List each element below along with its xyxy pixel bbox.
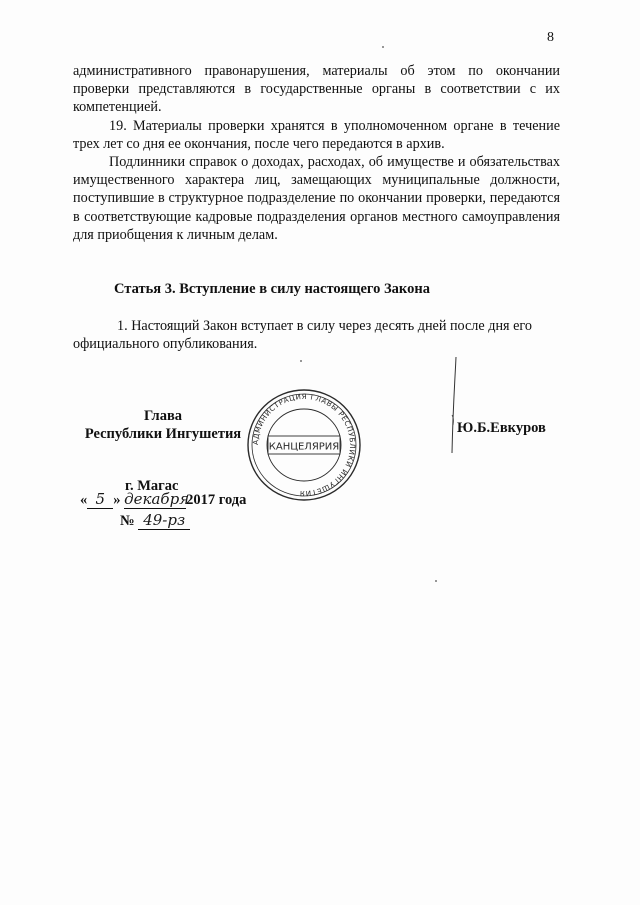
scan-speck bbox=[300, 360, 302, 362]
signing-date bbox=[80, 490, 246, 509]
scan-speck bbox=[382, 46, 384, 48]
seal-center-text: КАНЦЕЛЯРИЯ bbox=[268, 441, 340, 453]
article-title: Статья 3. Вступление в силу настоящего Закона bbox=[114, 281, 430, 297]
date-open-quote: « bbox=[80, 492, 88, 508]
official-seal bbox=[239, 385, 369, 505]
paragraph-continuation: административного правонарушения, материалы об этом по окончании проверки представляются в государственные органы в соответствии с их компетенцией. bbox=[73, 63, 560, 116]
signatory-title bbox=[78, 407, 248, 443]
law-number bbox=[120, 511, 190, 530]
signatory-title-line1: Глава bbox=[143, 408, 183, 424]
number-prefix: № bbox=[120, 513, 135, 529]
paragraph-originals: Подлинники справок о доходах, расходах, об имуществе и обязательствах имущественного характера лиц, замещающих муниципальные должности, поступившие в структурное подразделение по окончании проверки, передаются в соответствующие кадровые подразделения органов местного самоуправления для приобщения к личным делам. bbox=[73, 154, 560, 243]
paragraph-19: 19. Материалы проверки хранятся в уполномоченном органе в течение трех лет со дня ее окончания, после чего передаются в архив. bbox=[73, 117, 560, 152]
body-text bbox=[73, 62, 560, 244]
seal-ring-text: АДМИНИСТРАЦИЯ ГЛАВЫ РЕСПУБЛИКИ ИНГУШЕТИЯ bbox=[250, 391, 358, 499]
page-number: 8 bbox=[547, 30, 554, 45]
scan-speck bbox=[435, 580, 437, 582]
article-paragraph: 1. Настоящий Закон вступает в силу через десять дней после дня его официального опубликования. bbox=[73, 318, 532, 353]
signatory-title-line2: Республики Ингушетия bbox=[84, 426, 242, 442]
date-month-handwritten: декабря bbox=[124, 490, 190, 508]
number-value-handwritten: 49-рз bbox=[138, 511, 190, 530]
date-day-handwritten: 5 bbox=[87, 490, 113, 509]
signatory-name: Ю.Б.Евкуров bbox=[457, 420, 546, 436]
date-year: 2017 года bbox=[186, 492, 247, 508]
signing-place: г. Магас bbox=[125, 478, 179, 494]
handwritten-signature bbox=[440, 355, 470, 455]
date-close-quote: » bbox=[113, 492, 121, 508]
article-text bbox=[73, 317, 560, 353]
